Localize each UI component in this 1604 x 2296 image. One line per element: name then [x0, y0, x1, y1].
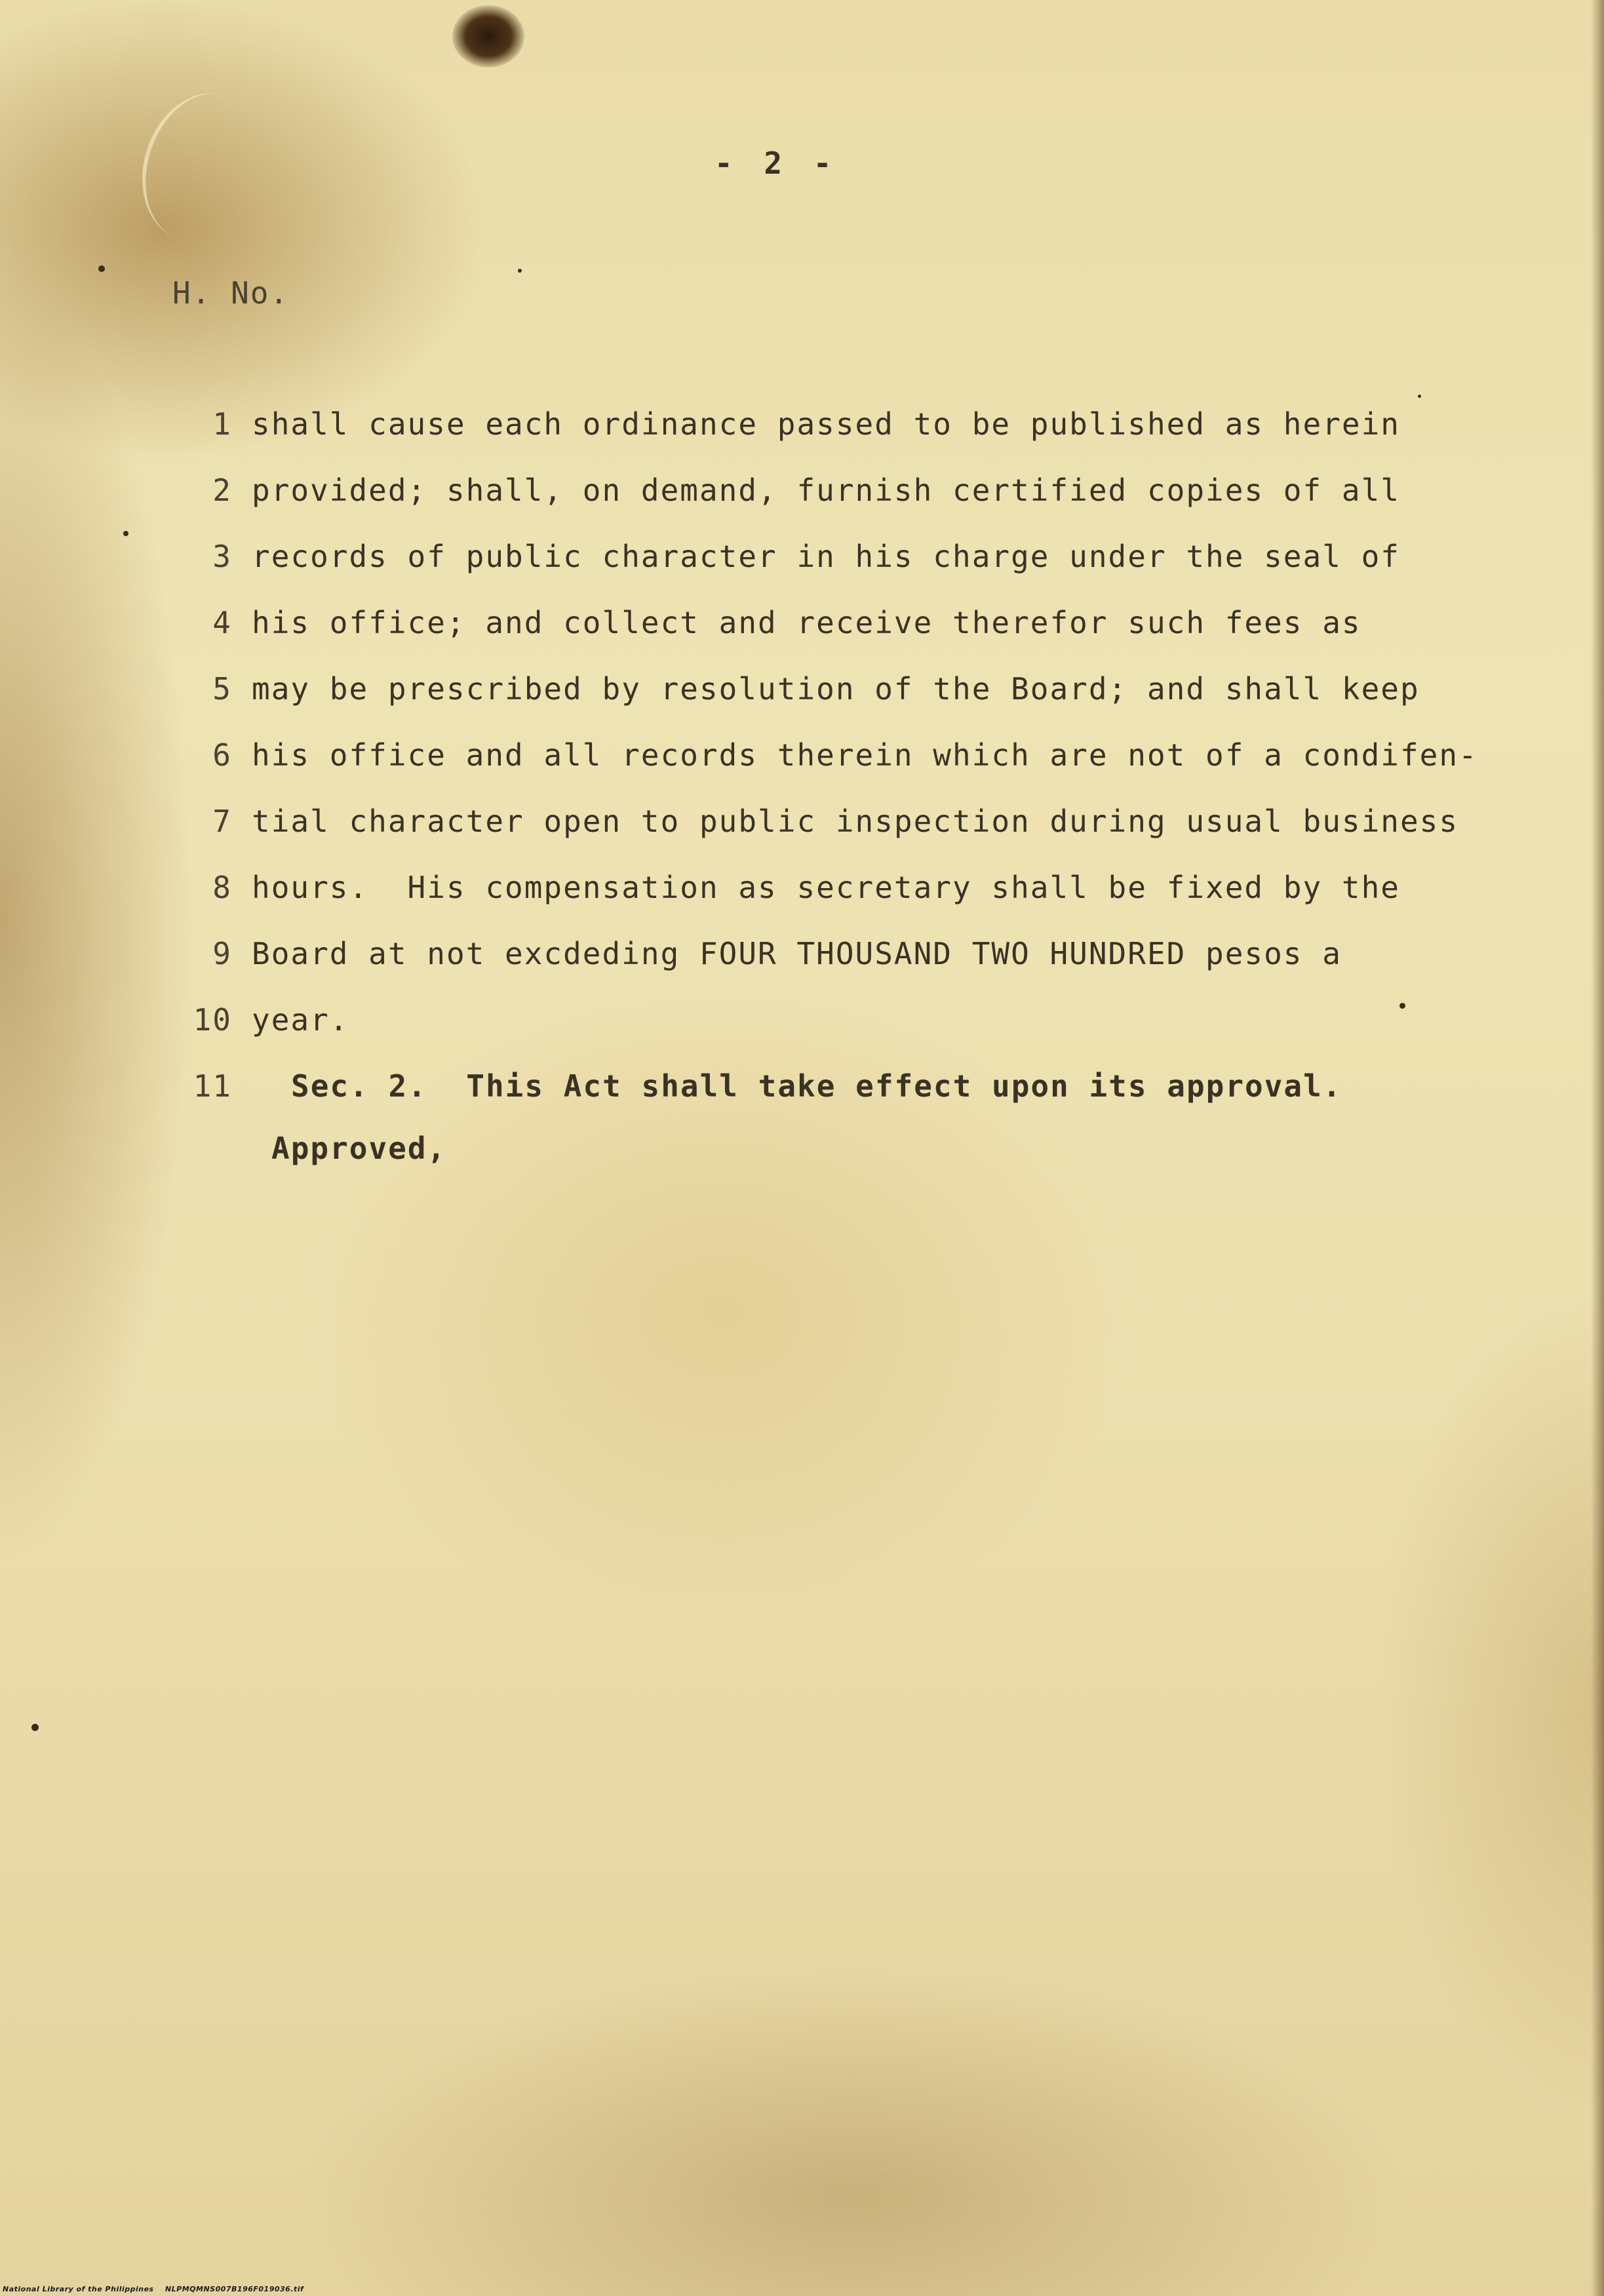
line-text: shall cause each ordinance passed to be published as herein	[252, 406, 1400, 442]
line-text: records of public character in his charge under the seal of	[252, 539, 1400, 574]
line-number: 4	[212, 605, 232, 640]
bill-line	[151, 406, 1514, 473]
line-number: 1	[212, 406, 232, 442]
page-number: - 2 -	[714, 146, 838, 181]
line-text: hours. His compensation as secretary shall be fixed by the	[252, 870, 1400, 905]
bill-line	[151, 473, 1514, 539]
ink-speck	[123, 531, 128, 536]
bill-number: H. No.	[172, 275, 290, 311]
burn-stain	[452, 5, 524, 68]
bill-line	[151, 1002, 1514, 1068]
bill-line	[151, 1068, 1514, 1135]
line-text: his office and all records therein which are not of a condifen-	[252, 737, 1478, 773]
ink-speck	[518, 269, 522, 273]
line-text: tial character open to public inspection during usual business	[252, 804, 1459, 839]
line-number: 6	[212, 737, 232, 773]
line-text: may be prescribed by resolution of the Board; and shall keep	[252, 671, 1420, 707]
line-number: 5	[212, 671, 232, 707]
bill-line	[151, 804, 1514, 870]
bill-line	[151, 605, 1514, 671]
line-text: his office; and collect and receive therefor such fees as	[252, 605, 1361, 640]
bill-text-lines	[151, 406, 1514, 1135]
approved-closing: Approved,	[271, 1131, 447, 1166]
line-text: year.	[252, 1002, 349, 1038]
bill-line	[151, 539, 1514, 605]
line-number: 8	[212, 870, 232, 905]
line-number: 2	[212, 473, 232, 508]
page-edge-shadow	[1591, 0, 1604, 2296]
bill-line	[151, 671, 1514, 737]
section-text: Sec. 2. This Act shall take effect upon its approval.	[291, 1068, 1342, 1104]
line-number: 10	[193, 1002, 232, 1038]
bill-line	[151, 870, 1514, 936]
bill-line	[151, 737, 1514, 804]
line-text: provided; shall, on demand, furnish certified copies of all	[252, 473, 1400, 508]
ink-speck	[31, 1724, 39, 1731]
ink-speck	[98, 265, 105, 272]
line-number: 9	[212, 936, 232, 971]
line-text: Board at not excdeding FOUR THOUSAND TWO HUNDRED pesos a	[252, 936, 1342, 971]
archive-caption: National Library of the Philippines NLPMQMNS007B196F019036.tif	[3, 2285, 304, 2293]
line-number: 11	[193, 1068, 232, 1104]
line-number: 7	[212, 804, 232, 839]
ink-speck	[1418, 395, 1421, 398]
paper-crease	[124, 77, 280, 256]
bill-line	[151, 936, 1514, 1002]
line-number: 3	[212, 539, 232, 574]
